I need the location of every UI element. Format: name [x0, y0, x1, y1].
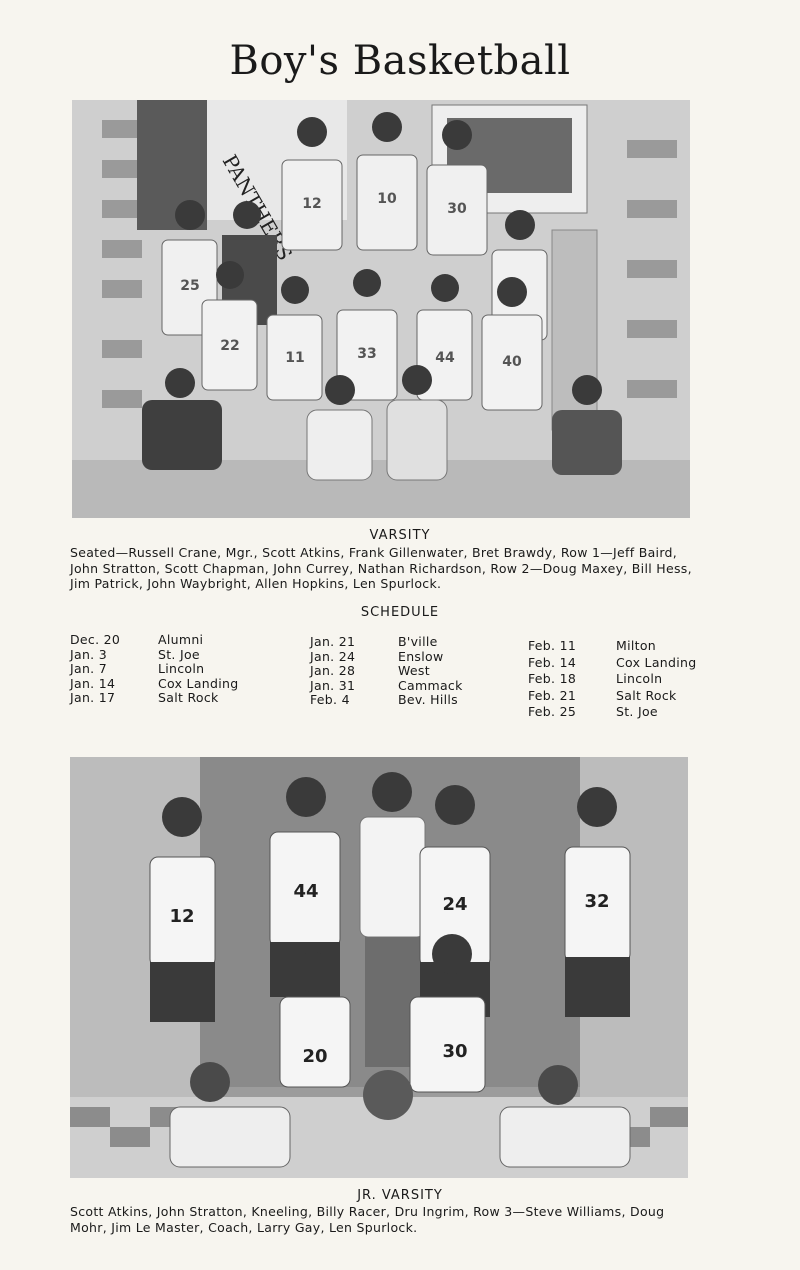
schedule-date: Jan. 3	[70, 646, 107, 662]
jersey-number: 25	[180, 278, 200, 294]
schedule-row	[70, 633, 238, 648]
jr-varsity-team-photo	[70, 757, 688, 1178]
jr-varsity-caption: Scott Atkins, John Stratton, Kneeling, Billy Racer, Dru Ingrim, Row 3—Steve Williams, Doug Mohr, Jim Le Master, Coach, Larry Gay, Len Spurlock.	[70, 1204, 665, 1235]
jersey-number: 22	[220, 338, 240, 354]
varsity-heading: VARSITY	[369, 528, 431, 543]
jersey-number: 33	[357, 346, 377, 362]
jersey-number: 32	[584, 891, 610, 912]
schedule-opponent: B'ville	[398, 634, 438, 649]
jersey-number: 12	[302, 196, 322, 212]
schedule-opponent: St. Joe	[158, 646, 200, 662]
page-title: Boy's Basketball	[229, 38, 571, 84]
schedule-opponent: Bev. Hills	[398, 692, 458, 707]
schedule-row	[70, 662, 238, 677]
schedule-date: Jan. 7	[70, 661, 107, 676]
schedule-opponent: Lincoln	[158, 661, 205, 676]
schedule-row	[528, 688, 696, 705]
schedule-column-1	[70, 633, 238, 706]
schedule-opponent: Salt Rock	[616, 687, 677, 703]
schedule-opponent: St. Joe	[616, 704, 658, 719]
schedule-row	[528, 704, 696, 721]
schedule-opponent: West	[398, 663, 430, 678]
varsity-caption: Seated—Russell Crane, Mgr., Scott Atkins, Frank Gillenwater, Bret Brawdy, Row 1—Jeff Baird, John Stratton, Scott Chapman, John Currey, Nathan Richardson, Row 2—Doug Maxey, Bill Hess, Jim Patrick, John Waybright, Allen Hopkins, Len Spurlock.	[70, 545, 692, 591]
jersey-number: 11	[285, 350, 305, 366]
schedule-opponent: Alumni	[158, 632, 204, 647]
jersey-number: 40	[502, 354, 522, 370]
jersey-number: 24	[442, 894, 468, 915]
schedule-date: Feb. 11	[528, 638, 577, 653]
schedule-date: Jan. 21	[310, 634, 356, 649]
schedule-opponent: Salt Rock	[158, 690, 219, 705]
schedule-date: Feb. 14	[528, 654, 577, 670]
schedule-opponent: Milton	[616, 638, 657, 653]
schedule-date: Jan. 17	[70, 690, 116, 705]
jersey-number: 20	[302, 1046, 328, 1067]
schedule-date: Feb. 4	[310, 692, 350, 707]
schedule-row	[310, 650, 463, 665]
jersey-number: 30	[442, 1041, 468, 1062]
schedule-row	[70, 677, 238, 692]
schedule-column-2	[310, 635, 463, 708]
schedule-opponent: Cammack	[398, 677, 463, 693]
schedule-column-3	[528, 638, 696, 721]
schedule-row	[310, 635, 463, 650]
jr-varsity-photo-illustration	[70, 757, 688, 1178]
jersey-number: 30	[447, 201, 467, 217]
schedule-date: Feb. 25	[528, 704, 577, 719]
schedule-row	[310, 679, 463, 694]
schedule-row	[528, 671, 696, 688]
varsity-photo-illustration	[72, 100, 690, 518]
schedule-row	[528, 655, 696, 672]
schedule-row	[310, 664, 463, 679]
schedule-opponent: Lincoln	[616, 671, 663, 686]
schedule-date: Dec. 20	[70, 632, 121, 647]
schedule-opponent: Enslow	[398, 648, 444, 664]
jersey-number: 10	[377, 191, 397, 207]
schedule-date: Feb. 18	[528, 671, 577, 686]
schedule-opponent: Cox Landing	[158, 675, 239, 691]
jersey-number: 44	[435, 350, 455, 366]
schedule-date: Jan. 24	[310, 648, 356, 664]
schedule-row	[310, 693, 463, 708]
schedule-date: Jan. 28	[310, 663, 356, 678]
schedule-date: Jan. 31	[310, 677, 356, 693]
schedule-row	[70, 648, 238, 663]
schedule-heading: SCHEDULE	[360, 605, 440, 620]
schedule-date: Feb. 21	[528, 687, 577, 703]
jersey-number: 44	[293, 881, 319, 902]
schedule-row	[528, 638, 696, 655]
jr-varsity-heading: JR. VARSITY	[357, 1188, 443, 1203]
schedule-date: Jan. 14	[70, 675, 116, 691]
schedule-row	[70, 691, 238, 706]
schedule-opponent: Cox Landing	[616, 654, 697, 670]
varsity-team-photo	[72, 100, 690, 518]
jersey-number: 12	[169, 906, 195, 927]
